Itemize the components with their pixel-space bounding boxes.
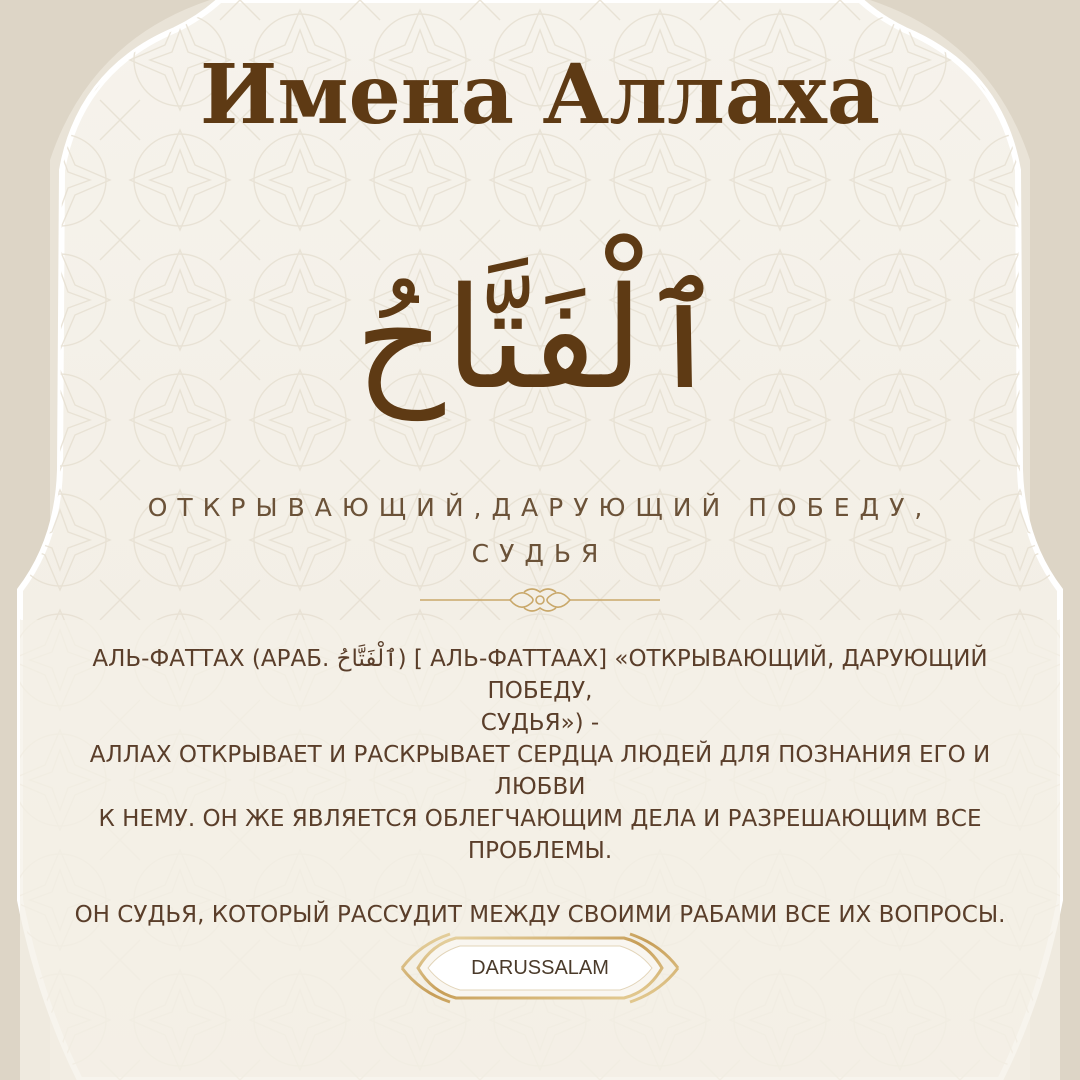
arabic-name: ٱلْفَتَّاحُ bbox=[354, 258, 726, 421]
paragraph-spacer bbox=[50, 867, 1030, 899]
description bbox=[50, 643, 1030, 931]
description-line: АЛЬ-ФАТТАХ (АРАБ. ٱلْفَتَّاحُ) [ АЛЬ-ФАТТААХ] «ОТКРЫВАЮЩИЙ, ДАРУЮЩИЙ ПОБЕДУ, bbox=[92, 646, 988, 704]
name-translation bbox=[140, 485, 940, 577]
translation-line-1: ОТКРЫВАЮЩИЙ,ДАРУЮЩИЙ ПОБЕДУ, bbox=[147, 493, 933, 522]
badge-label: DARUSSALAM bbox=[471, 957, 609, 979]
translation-line-2: СУДЬЯ bbox=[471, 539, 609, 568]
description-line: СУДЬЯ») - bbox=[480, 710, 600, 736]
description-line: ОН СУДЬЯ, КОТОРЫЙ РАССУДИТ МЕЖДУ СВОИМИ РАБАМИ ВСЕ ИХ ВОПРОСЫ. bbox=[74, 902, 1006, 928]
description-line: АЛЛАХ ОТКРЫВАЕТ И РАСКРЫВАЕТ СЕРДЦА ЛЮДЕЙ ДЛЯ ПОЗНАНИЯ ЕГО И ЛЮБВИ bbox=[89, 742, 991, 800]
description-line: К НЕМУ. ОН ЖЕ ЯВЛЯЕТСЯ ОБЛЕГЧАЮЩИМ ДЕЛА И РАЗРЕШАЮЩИМ ВСЕ bbox=[98, 806, 982, 832]
floral-divider-icon bbox=[420, 584, 660, 616]
darussalam-badge[interactable] bbox=[398, 930, 682, 1006]
description-line: ПРОБЛЕМЫ. bbox=[467, 838, 613, 864]
page-title: Имена Аллаха bbox=[199, 47, 881, 143]
